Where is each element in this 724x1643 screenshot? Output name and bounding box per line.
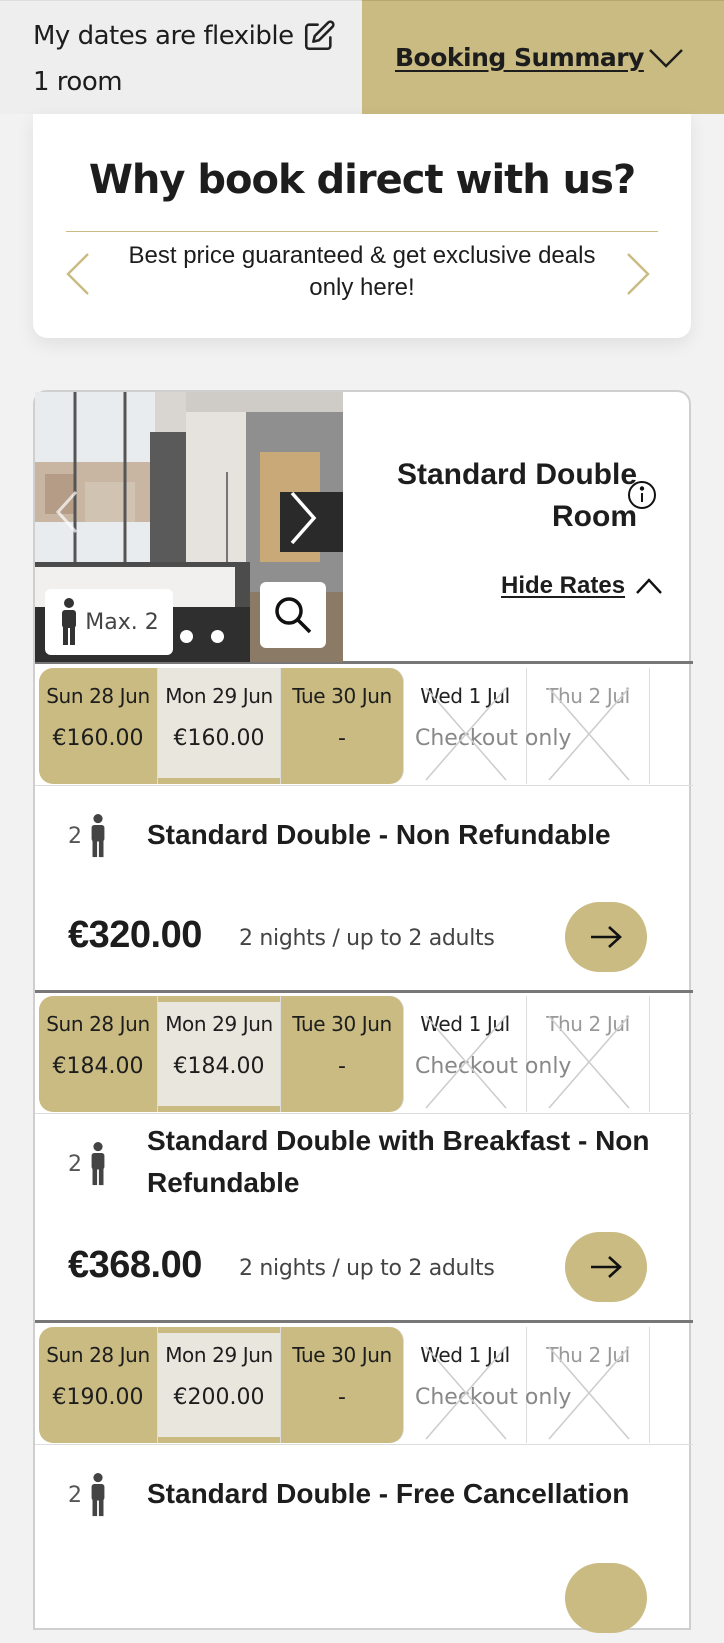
- zoom-photo-button[interactable]: [260, 582, 326, 648]
- day-label: Sun 28 Jun: [46, 1343, 150, 1367]
- rate-price: €368.00: [68, 1244, 202, 1286]
- day-label: Sun 28 Jun: [46, 1012, 150, 1036]
- hide-rates-toggle[interactable]: [501, 572, 663, 600]
- rate-guests: [68, 1473, 108, 1517]
- rate-guests: [68, 814, 108, 858]
- day-label: Mon 29 Jun: [165, 1343, 273, 1367]
- rate-name: Standard Double with Breakfast - Non Refundable: [147, 1125, 650, 1198]
- calendar-day-partial: [650, 996, 684, 1112]
- day-price: -: [338, 1054, 346, 1079]
- carousel-dot[interactable]: [211, 630, 224, 643]
- rate-calendar: [35, 992, 693, 1114]
- select-rate-button[interactable]: [565, 902, 647, 972]
- booking-summary-toggle[interactable]: [362, 0, 724, 114]
- rate-block: [35, 664, 693, 992]
- day-price: -: [338, 1385, 346, 1410]
- day-label: Thu 2 Jul: [546, 1343, 630, 1367]
- info-icon[interactable]: [627, 480, 657, 510]
- arrow-right-icon: [589, 925, 623, 949]
- day-label: Tue 30 Jun: [292, 1012, 392, 1036]
- room-photo-carousel[interactable]: [35, 392, 343, 662]
- hide-rates-label[interactable]: Hide Rates: [501, 572, 626, 599]
- search-icon: [273, 595, 313, 635]
- calendar-day[interactable]: [158, 1327, 281, 1443]
- person-icon: [88, 1142, 108, 1186]
- carousel-dot[interactable]: [180, 630, 193, 643]
- day-label: Thu 2 Jul: [546, 684, 630, 708]
- room-count: 1 room: [33, 67, 123, 97]
- day-label: Wed 1 Jul: [420, 1343, 510, 1367]
- rate-name: Standard Double - Free Cancellation: [147, 1478, 630, 1509]
- calendar-day[interactable]: [39, 1327, 158, 1443]
- top-bar: [0, 0, 724, 114]
- rate-name: Standard Double - Non Refundable: [147, 819, 611, 850]
- day-price: Checkout only: [415, 1054, 572, 1079]
- calendar-day: [527, 996, 650, 1112]
- calendar-day: [404, 668, 572, 784]
- day-price: €190.00: [52, 1385, 144, 1410]
- calendar-day[interactable]: [281, 668, 404, 784]
- day-price: €184.00: [52, 1054, 144, 1079]
- rate-block: [35, 992, 693, 1323]
- select-rate-button[interactable]: [565, 1232, 647, 1302]
- edit-icon[interactable]: [302, 19, 336, 53]
- day-label: Tue 30 Jun: [292, 1343, 392, 1367]
- room-header: [35, 392, 693, 664]
- chevron-up-icon: [635, 577, 663, 595]
- calendar-day[interactable]: [39, 996, 158, 1112]
- calendar-day[interactable]: [281, 1327, 404, 1443]
- day-label: Wed 1 Jul: [420, 684, 510, 708]
- why-book-text: Best price guaranteed & get exclusive deals only here!: [128, 242, 596, 301]
- day-price: €160.00: [173, 726, 265, 751]
- person-icon: [59, 598, 79, 646]
- dates-panel[interactable]: [0, 0, 362, 114]
- rate-info: 2 nights / up to 2 adults: [239, 926, 495, 951]
- day-label: Mon 29 Jun: [165, 1012, 273, 1036]
- photo-prev-icon[interactable]: [55, 490, 79, 534]
- close-x-icon: [549, 688, 629, 780]
- day-price: Checkout only: [415, 1385, 572, 1410]
- chevron-left-icon[interactable]: [65, 252, 91, 296]
- rate-calendar: [35, 1323, 693, 1445]
- day-price: -: [338, 726, 346, 751]
- day-label: Sun 28 Jun: [46, 684, 150, 708]
- room-name: Standard Double Room: [396, 458, 637, 533]
- guest-count: 2: [68, 823, 82, 849]
- calendar-day-partial: [650, 668, 684, 784]
- why-book-title: Why book direct with us?: [88, 157, 636, 203]
- close-x-icon: [549, 1347, 629, 1439]
- calendar-day: [527, 1327, 650, 1443]
- day-price: Checkout only: [415, 726, 572, 751]
- room-card: [33, 390, 691, 1630]
- close-x-icon: [426, 1016, 506, 1108]
- day-label: Mon 29 Jun: [165, 684, 273, 708]
- day-label: Tue 30 Jun: [292, 684, 392, 708]
- max-occupancy-badge: [45, 589, 173, 655]
- why-book-card: [33, 114, 691, 338]
- flexible-dates-row[interactable]: [33, 19, 362, 53]
- close-x-icon: [426, 688, 506, 780]
- person-icon: [88, 1473, 108, 1517]
- chevron-right-icon[interactable]: [625, 252, 651, 296]
- person-icon: [88, 814, 108, 858]
- calendar-day: [404, 1327, 572, 1443]
- calendar-day[interactable]: [158, 668, 281, 784]
- day-price: €160.00: [52, 726, 144, 751]
- chevron-down-icon[interactable]: [648, 47, 684, 69]
- flexible-dates-label: My dates are flexible: [33, 21, 294, 51]
- day-label: Thu 2 Jul: [546, 1012, 630, 1036]
- rate-calendar: [35, 664, 693, 786]
- rate-guests: [68, 1142, 108, 1186]
- close-x-icon: [426, 1347, 506, 1439]
- calendar-day[interactable]: [281, 996, 404, 1112]
- day-price: €200.00: [173, 1385, 265, 1410]
- arrow-right-icon: [589, 1255, 623, 1279]
- day-label: Wed 1 Jul: [420, 1012, 510, 1036]
- rate-block: [35, 1323, 693, 1643]
- calendar-day[interactable]: [39, 668, 158, 784]
- calendar-day: [527, 668, 650, 784]
- calendar-day: [404, 996, 572, 1112]
- day-price: €184.00: [173, 1054, 265, 1079]
- max-occupancy-label: Max. 2: [85, 609, 159, 635]
- calendar-day-partial: [650, 1327, 684, 1443]
- guest-count: 2: [68, 1151, 82, 1177]
- rate-info: 2 nights / up to 2 adults: [239, 1256, 495, 1281]
- guest-count: 2: [68, 1482, 82, 1508]
- photo-next-icon[interactable]: [289, 490, 317, 546]
- rate-price: €320.00: [68, 914, 202, 956]
- close-x-icon: [549, 1016, 629, 1108]
- booking-summary-label[interactable]: Booking Summary: [395, 43, 644, 72]
- calendar-day[interactable]: [158, 996, 281, 1112]
- why-book-divider: [66, 231, 658, 232]
- select-rate-button[interactable]: [565, 1563, 647, 1633]
